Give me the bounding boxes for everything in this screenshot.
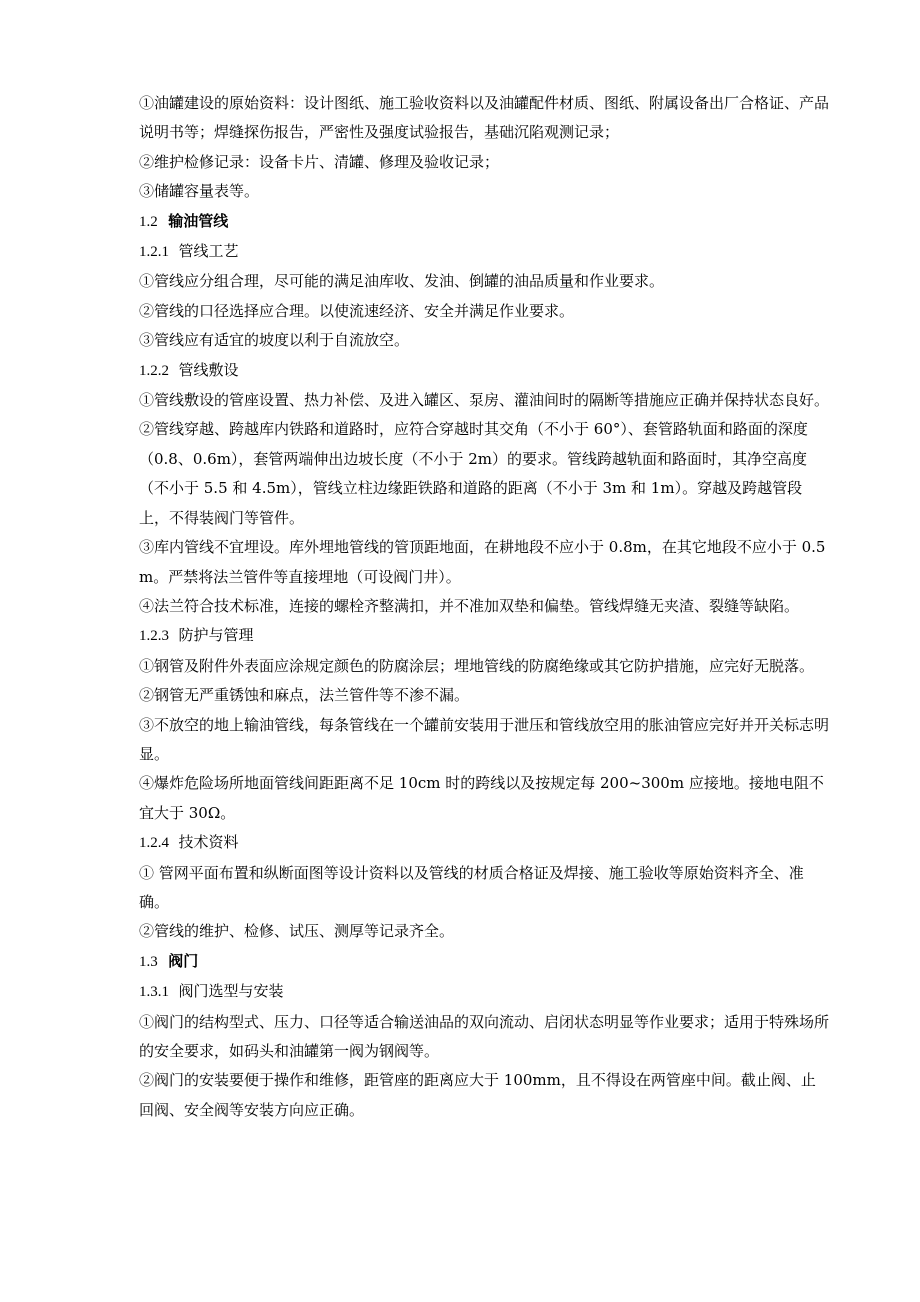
document-page: [139, 89, 829, 1125]
list-item: ②钢管无严重锈蚀和麻点，法兰管件等不渗不漏。: [139, 686, 470, 705]
subsection-title: 阀门选型与安装: [178, 982, 284, 1001]
subsection-number: 1.2.4: [139, 835, 169, 852]
section-number: 1.2: [139, 213, 158, 230]
list-item: ②管线的维护、检修、试压、测厚等记录齐全。: [139, 922, 455, 941]
subsection-heading-1-2-1: [139, 237, 829, 267]
section-heading-1-2: [139, 207, 829, 237]
section-title: 输油管线: [168, 211, 229, 230]
list-item: ①钢管及附件外表面应涂规定颜色的防腐涂层；埋地管线的防腐绝缘或其它防护措施，应完好无脱落。: [139, 656, 815, 675]
list-item: ④法兰符合技术标准，连接的螺栓齐整满扣，并不准加双垫和偏垫。管线焊缝无夹渣、裂缝等缺陷。: [139, 596, 800, 615]
list-item: ④爆炸危险场所地面管线间距距离不足 10cm 时的跨线以及按规定每 200~300m 应接地。接地电阻不宜大于 30Ω。: [139, 774, 824, 822]
subsection-title: 管线工艺: [178, 242, 239, 261]
list-item: ②管线穿越、跨越库内铁路和道路时，应符合穿越时其交角（不小于 60°）、套管路轨面和路面的深度（0.8、0.6m），套管两端伸出边坡长度（不小于 2m）的要求。管线跨越轨面和路面时，其净空高度（不小于 5.5 和 4.5m），管线立柱边缘距铁路和道路的距离（不小于 3m 和 1m）。穿越及跨越管段上，不得装阀门等管件。: [139, 420, 808, 527]
subsection-heading-1-3-1: [139, 977, 829, 1007]
list-item: ①阀门的结构型式、压力、口径等适合输送油品的双向流动、启闭状态明显等作业要求；适用于特殊场所的安全要求，如码头和油罐第一阀为钢阀等。: [139, 1012, 830, 1060]
section-heading-1-3: [139, 947, 829, 977]
list-item: ①管线敷设的管座设置、热力补偿、及进入罐区、泵房、灌油间时的隔断等措施应正确并保持状态良好。: [139, 391, 830, 410]
paragraph-maintenance-records: ②维护检修记录：设备卡片、清罐、修理及验收记录；: [139, 152, 500, 171]
list-item: ③库内管线不宜埋设。库外埋地管线的管顶距地面，在耕地段不应小于 0.8m，在其它地段不应小于 0.5m。严禁将法兰管件等直接埋地（可设阀门井）。: [139, 538, 826, 586]
list-item: ③管线应有适宜的坡度以利于自流放空。: [139, 331, 410, 350]
subsection-number: 1.2.1: [139, 244, 169, 261]
list-item: ①管线应分组合理，尽可能的满足油库收、发油、倒罐的油品质量和作业要求。: [139, 272, 665, 291]
paragraph-original-records: ①油罐建设的原始资料：设计图纸、施工验收资料以及油罐配件材质、图纸、附属设备出厂合格证、产品说明书等；焊缝探伤报告，严密性及强度试验报告，基础沉陷观测记录；: [139, 94, 830, 142]
list-item: ① 管网平面布置和纵断面图等设计资料以及管线的材质合格证及焊接、施工验收等原始资料齐全、准确。: [139, 863, 804, 911]
subsection-heading-1-2-4: [139, 828, 829, 858]
subsection-title: 管线敷设: [178, 360, 239, 379]
list-item: ②管线的口径选择应合理。以使流速经济、安全并满足作业要求。: [139, 301, 575, 320]
subsection-number: 1.3.1: [139, 984, 169, 1001]
subsection-number: 1.2.2: [139, 362, 169, 379]
subsection-title: 防护与管理: [178, 626, 254, 645]
list-item: ③不放空的地上输油管线，每条管线在一个罐前安装用于泄压和管线放空用的胀油管应完好并开关标志明显。: [139, 715, 830, 763]
subsection-heading-1-2-2: [139, 356, 829, 386]
subsection-number: 1.2.3: [139, 628, 169, 645]
subsection-title: 技术资料: [178, 833, 239, 852]
paragraph-capacity-table: ③储罐容量表等。: [139, 182, 260, 201]
section-number: 1.3: [139, 953, 158, 970]
list-item: ②阀门的安装要便于操作和维修，距管座的距离应大于 100mm，且不得设在两管座中间。截止阀、止回阀、安全阀等安装方向应正确。: [139, 1071, 816, 1119]
subsection-heading-1-2-3: [139, 621, 829, 651]
section-title: 阀门: [168, 951, 199, 970]
